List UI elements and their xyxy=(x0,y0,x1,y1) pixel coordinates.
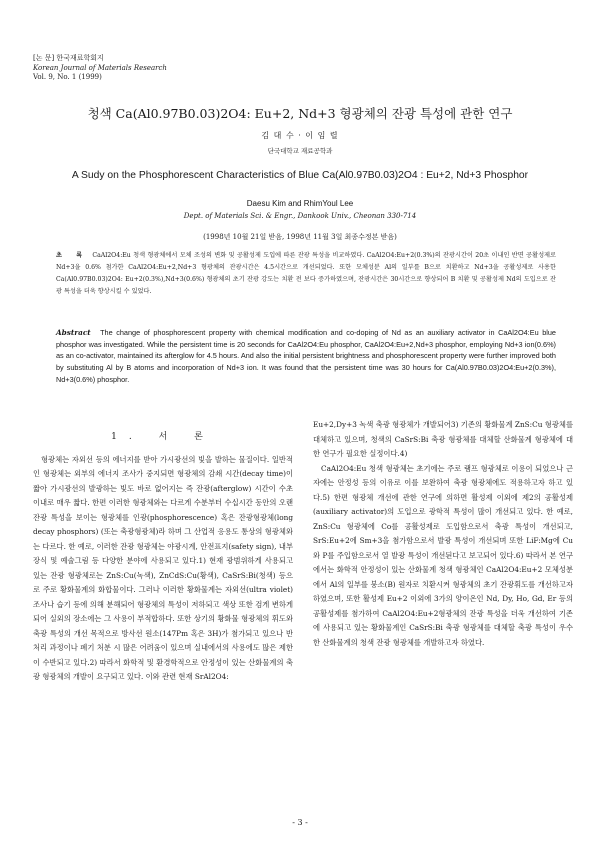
journal-header xyxy=(33,54,167,83)
affiliation-korean: 단국대학교 재료공학과 xyxy=(267,147,333,155)
authors-korean: 김 대 수 · 이 임 렬 xyxy=(261,131,339,140)
section-heading-introduction: 1. 서 론 xyxy=(111,432,215,442)
abstract-english xyxy=(56,327,556,386)
body-paragraph: 형광체는 자외선 등의 에너지를 받아 가시광선의 빛을 발하는 물질이다. 일반적인 형광체는 외부의 에너지 조사가 중지되면 형광체의 감쇄 시간(decay time)이 짧아 가시광선의 발광하는 빛도 바로 없어지는 즉 잔광(afterglow) 시간이 수초 이내로 매우 짧다. 한편 이러한 형광체와는 다르게 수분부터 수십시간 동안의 오랜 잔광 특성을 보이는 형광체를 인광(phosphorescence) 혹은 잔광형광체(long decay phosphors) (또는 축광형광체)라 하며 그 산업적 응용도 통상의 형광체와는 다르다. 한 예로, 이러한 잔광 형광체는 야광시계, 안전표지(safety sign), 내부장식 및 예술그림 등 다양한 분야에 사용되고 있다.1) 현재 광범위하게 사용되고 있는 잔광 형광체로는 ZnS:Cu(녹색), ZnCdS:Cu(황색), CaSrS:Bi(청색) 등으로 주로 황화물계의 화합물이다. 그러나 이러한 황화물계는 자외선(ultra violet) 조사나 습기 등에 의해 분해되어 형광체의 특성이 저하되고 색상 또한 검게 변하게 되어 실외의 장소에는 그 사용이 부적합하다. 또한 상기의 황화물 형광체의 휘도와 축광 특성의 개선 목적으로 방사선 원소(147Pm 혹은 3H)가 첨가되고 있으나 반 처리 과정이나 폐기 처분 시 많은 어려움이 있으며 실내에서의 사용에도 많은 제한이 수반되고 있다.2) 따라서 화학적 및 환경학적으로 안정성이 있는 산화물계의 축광 형광체의 개발이 요구되고 있다. 이와 관련 현재 SrAl2O4: xyxy=(33,454,293,681)
journal-volume: Vol. 9, No. 1 (1999) xyxy=(33,73,102,81)
received-dates: (1998년 10월 21일 받음, 1998년 11월 3일 최종수정본 받음) xyxy=(203,233,397,241)
journal-name-ko: [논 문] 한국재료학회지 xyxy=(33,54,104,62)
journal-name-en: Korean Journal of Materials Research xyxy=(33,63,167,72)
body-column-right xyxy=(313,418,573,650)
abstract-korean-text: CaAl2O4:Eu 청색 형광체에서 모체 조성의 변화 및 공활성제 도입에 따른 잔광 특성을 비교하였다. CaAl2O4:Eu+2(0.3%)의 잔광시간이 20초 이내인 반면 공활성제로 Nd+3을 0.6% 첨가한 CaAl2O4:Eu+2,Nd+3 형광체의 잔광시간은 4.5시간으로 개선되었다. 또한 모체성분 Al의 일부를 B으로 치환하고 Nd+3을 공활성제로 사용한 Ca(Al0.97B0.03)2O4: Eu+2(0.3%),Nd+3(0.6%) 형광체의 초기 잔광 강도는 치환 전 보다 증가하였으며, 잔광시간은 30시간으로 향상되어 B 치환 및 공활성제 Nd의 도입으로 잔광 특성을 더욱 향상시킬 수 있었다. xyxy=(56,252,556,295)
title-english: A Sudy on the Phosphorescent Characteristics of Blue Ca(Al0.97B0.03)2O4 : Eu+2, Nd+3 Phosphor xyxy=(71,170,529,181)
page-number: - 3 - xyxy=(292,818,308,827)
abstract-english-label: Abstract xyxy=(56,328,91,337)
body-paragraph: Eu+2,Dy+3 녹색 축광 형광체가 개발되어3) 기존의 황화물계 ZnS:Cu 형광체를 대체하고 있으며, 청색의 CaSrS:Bi 축광 형광체를 대체할 산화물계 형광체에 대한 연구가 필요한 실정이다.4) xyxy=(313,420,573,458)
abstract-korean xyxy=(56,250,556,298)
title-korean: 청색 Ca(Al0.97B0.03)2O4: Eu+2, Nd+3 형광체의 잔광 특성에 관한 연구 xyxy=(87,106,513,121)
body-paragraph: CaAl2O4:Eu 청색 형광체는 초기에는 주로 램프 형광체로 이용이 되었으나 근자에는 안정성 등의 이유로 이를 보완하여 축광 형광체에도 적용하고자 하고 있다.5) 한편 형광체 개선에 관한 연구에 의하면 활성제 이외에 제2의 공활성제(auxiliary activator)의 도입으로 광학적 특성이 많이 개선되고 있다. 한 예로, ZnS:Cu 형광체에 Co를 공활성제로 도입함으로서 축광 특성이 개선되고, SrS:Eu+2에 Sm+3을 첨가함으로서 발광 특성이 개선되며 또한 LiF:Mg에 Cu와 P를 주입함으로서 열 발광 특성이 개선된다고 보고되어 있다.6) 따라서 본 연구에서는 화학적 안정성이 있는 산화물계 청색 형광체인 CaAl2O4:Eu+2 모체성분에서 Al의 일부를 붕소(B) 원자로 치환시켜 형광체의 초기 잔광휘도를 개선하고자 하였으며, 또한 활성제 Eu+2 이외에 3가의 양이온인 Nd, Dy, Ho, Gd, Er 등의 공활성제를 첨가하여 CaAl2O4:Eu+2형광체의 잔광 특성을 더욱 개선하여 기존에 사용되고 있는 황화물계인 CaSrS:Bi 축광 형광체를 대체할 축광 특성이 우수한 산화물계의 청색 잔광 형광체를 개발하고자 하였다. xyxy=(313,463,573,647)
abstract-korean-label: 초 록 xyxy=(56,252,89,259)
authors-english: Daesu Kim and RhimYoul Lee xyxy=(246,199,354,208)
affiliation-english: Dept. of Materials Sci. & Engr., Dankook Univ., Cheonan 330-714 xyxy=(183,212,417,220)
abstract-english-text: The change of phosphorescent property with chemical modification and co-doping of Nd as an auxiliary activator in CaAl2O4:Eu blue phosphor was investigated. While the persistent time is 20 seconds for CaAl2O4:Eu phosphor, CaAl2O4:Eu+2,Nd+3 phosphor, employing Nd+3 ion(0.6%) as an co-activator, maintained its afterglow for 4.5 hours. And also the initial persistent brightness and phosphorescent property were further improved both by substituting Al by B atoms and incorporation of Nd+3 ion. It was found that the persistent time was 30 hours for Ca(Al0.97B0.03)2O4:Eu+2(0.3%), Nd+3(0.6%) phosphor. xyxy=(56,328,556,384)
body-column-left xyxy=(33,430,293,685)
